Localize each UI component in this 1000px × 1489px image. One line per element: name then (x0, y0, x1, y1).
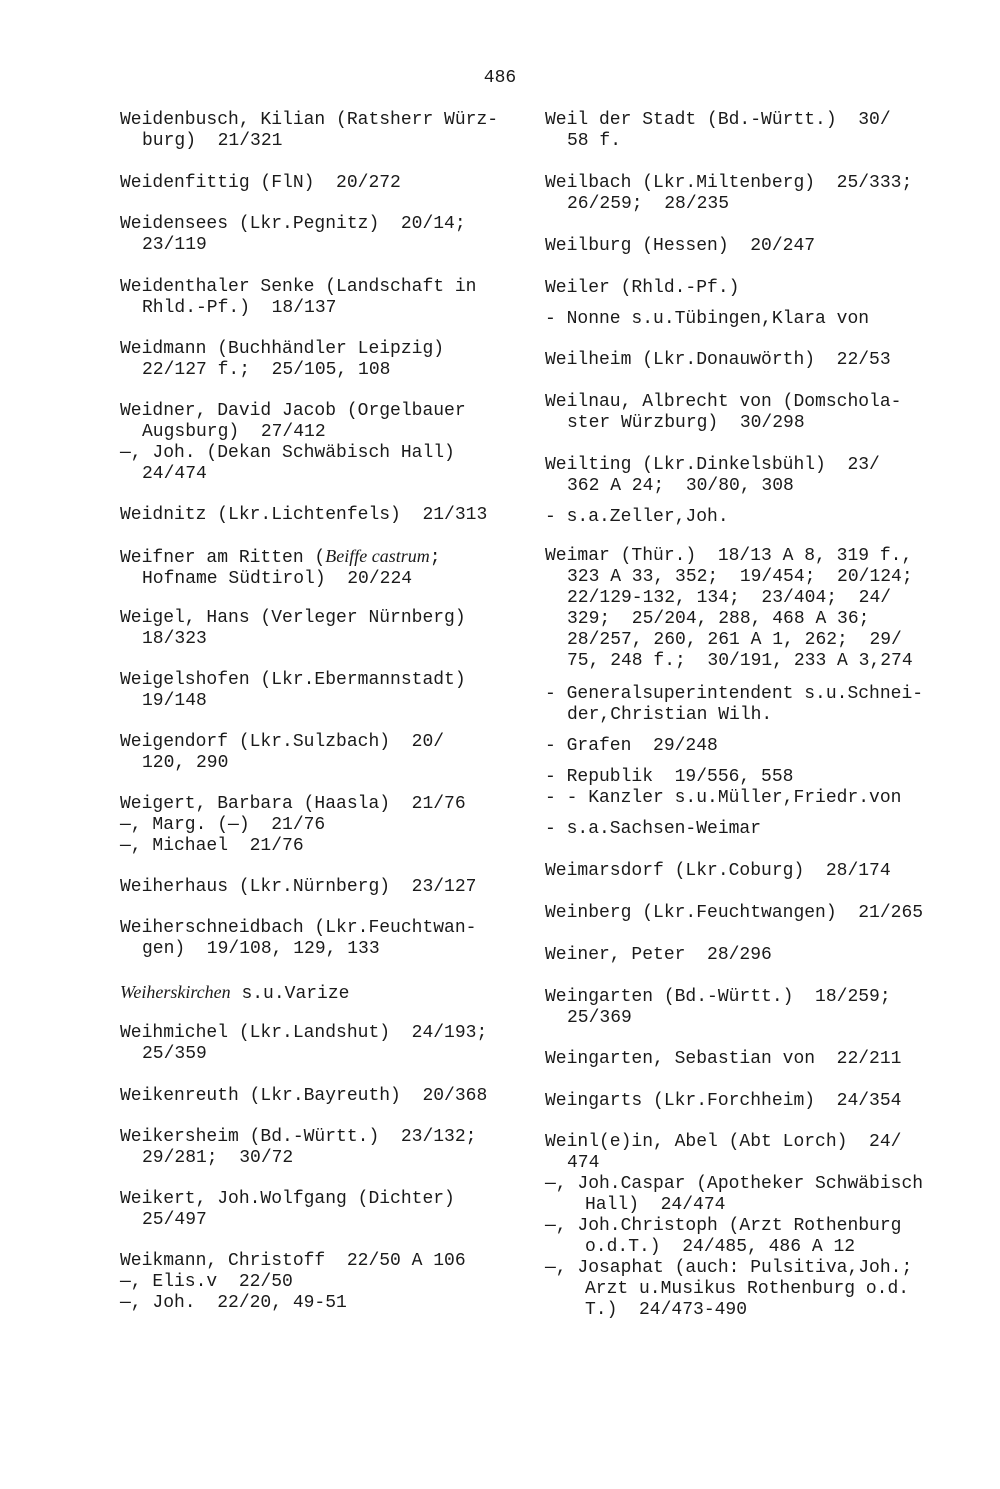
index-entry-line (120, 732, 500, 753)
index-entry-line (120, 546, 500, 569)
entry-text: - Republik 19/556, 558 (545, 767, 794, 787)
entry-text: ; (429, 548, 441, 568)
index-entry (545, 987, 935, 1029)
entry-text: Weigert, Barbara (Haasla) 21/76 (120, 794, 466, 814)
index-entry-line (120, 982, 500, 1005)
entry-text: Weinl(e)in, Abel (Abt Lorch) 24/ (545, 1132, 902, 1152)
entry-text: Weidenbusch, Kilian (Ratsherr Würz- (120, 110, 499, 130)
index-entry (545, 392, 935, 434)
index-entry (120, 110, 500, 152)
entry-text: Weigel, Hans (Verleger Nürnberg) (120, 608, 466, 628)
entry-text: Arzt u.Musikus Rothenburg o.d. (585, 1279, 910, 1299)
entry-text: 58 f. (567, 131, 622, 151)
entry-text: 26/259; 28/235 (567, 194, 730, 214)
index-entry-line (545, 767, 935, 788)
index-entry-line (120, 1251, 500, 1272)
entry-text: Hofname Südtirol) 20/224 (142, 569, 413, 589)
entry-text: 362 A 24; 30/80, 308 (567, 476, 794, 496)
index-entry (120, 1086, 500, 1107)
index-entry-line (545, 945, 935, 966)
index-entry-line (120, 608, 500, 629)
entry-text: Weigelshofen (Lkr.Ebermannstadt) (120, 670, 466, 690)
index-entry-line (120, 918, 500, 939)
entry-text: 22/127 f.; 25/105, 108 (142, 360, 391, 380)
index-entry-line (545, 1132, 935, 1153)
entry-text: Weikenreuth (Lkr.Bayreuth) 20/368 (120, 1086, 488, 1106)
index-entry-line (545, 1237, 935, 1258)
entry-text: Weikert, Joh.Wolfgang (Dichter) (120, 1189, 455, 1209)
index-entry (120, 505, 500, 526)
index-entry-line (120, 939, 500, 960)
index-entry-line (545, 1091, 935, 1112)
entry-text: gen) 19/108, 129, 133 (142, 939, 380, 959)
index-entry-line (545, 413, 935, 434)
index-entry (545, 767, 935, 809)
index-entry-line (545, 1174, 935, 1195)
entry-text: - Nonne s.u.Tübingen,Klara von (545, 309, 870, 329)
entry-italic-text: Weiherskirchen (120, 982, 231, 1002)
entry-text: Weilbach (Lkr.Miltenberg) 25/333; (545, 173, 913, 193)
index-entry-line (545, 1008, 935, 1029)
entry-text: 19/148 (142, 691, 207, 711)
index-entry-line (120, 173, 500, 194)
entry-text: Weikmann, Christoff 22/50 A 106 (120, 1251, 466, 1271)
index-entry-line (545, 455, 935, 476)
entry-text: Weihmichel (Lkr.Landshut) 24/193; (120, 1023, 488, 1043)
index-entry (545, 173, 935, 215)
index-entry-line (545, 736, 935, 757)
index-entry-line (545, 110, 935, 131)
index-entry-line (545, 476, 935, 497)
index-entry-line (120, 339, 500, 360)
index-entry-line (545, 684, 935, 705)
index-entry-line (545, 651, 935, 672)
index-entry-line (120, 753, 500, 774)
index-entry (545, 684, 935, 726)
index-entry (545, 1091, 935, 1112)
index-entry-line (545, 236, 935, 257)
entry-text: —, Joh. (Dekan Schwäbisch Hall) (120, 443, 455, 463)
index-entry (120, 1189, 500, 1231)
entry-text: s.u.Varize (230, 984, 350, 1004)
index-entry-line (545, 546, 935, 567)
entry-text: Weinberg (Lkr.Feuchtwangen) 21/265 (545, 903, 924, 923)
index-entry (120, 670, 500, 712)
entry-text: 23/119 (142, 235, 207, 255)
index-entry-line (545, 392, 935, 413)
entry-text: Weifner am Ritten ( (120, 548, 326, 568)
entry-text: - s.a.Zeller,Joh. (545, 507, 729, 527)
entry-text: —, Elis.v 22/50 (120, 1272, 293, 1292)
entry-text: 28/257, 260, 261 A 1, 262; 29/ (567, 630, 902, 650)
index-entry-line (120, 1044, 500, 1065)
entry-text: Weilting (Lkr.Dinkelsbühl) 23/ (545, 455, 880, 475)
index-entry (545, 903, 935, 924)
entry-text: Weil der Stadt (Bd.-Württ.) 30/ (545, 110, 891, 130)
index-entry-line (545, 173, 935, 194)
index-entry-line (120, 1272, 500, 1293)
index-entry (120, 546, 500, 590)
index-entry-line (545, 1153, 935, 1174)
index-entry-line (120, 360, 500, 381)
entry-text: Augsburg) 27/412 (142, 422, 326, 442)
index-entry-line (545, 309, 935, 330)
entry-text: Weimarsdorf (Lkr.Coburg) 28/174 (545, 861, 891, 881)
index-entry-line (120, 110, 500, 131)
entry-text: Weingarten, Sebastian von 22/211 (545, 1049, 902, 1069)
index-entry-line (120, 1148, 500, 1169)
entry-text: —, Joh.Christoph (Arzt Rothenburg (545, 1216, 902, 1236)
entry-text: —, Marg. (—) 21/76 (120, 815, 326, 835)
index-entry-line (545, 788, 935, 809)
entry-text: Weidner, David Jacob (Orgelbauer (120, 401, 466, 421)
index-entry-line (545, 861, 935, 882)
index-entry (120, 732, 500, 774)
index-entry-line (545, 1300, 935, 1321)
entry-text: Rhld.-Pf.) 18/137 (142, 298, 337, 318)
entry-text: - - Kanzler s.u.Müller,Friedr.von (545, 788, 902, 808)
entry-text: ster Würzburg) 30/298 (567, 413, 805, 433)
index-entry-line (120, 443, 500, 464)
entry-text: Weingarts (Lkr.Forchheim) 24/354 (545, 1091, 902, 1111)
entry-text: Weikersheim (Bd.-Württ.) 23/132; (120, 1127, 477, 1147)
entry-text: Weilburg (Hessen) 20/247 (545, 236, 816, 256)
index-entry (120, 794, 500, 857)
index-entry-line (545, 1279, 935, 1300)
index-entry-line (120, 1127, 500, 1148)
index-entry-line (120, 131, 500, 152)
index-entry (120, 214, 500, 256)
entry-text: Weiner, Peter 28/296 (545, 945, 772, 965)
entry-text: Weidmann (Buchhändler Leipzig) (120, 339, 445, 359)
index-entry (120, 277, 500, 319)
index-entry (120, 608, 500, 650)
entry-text: Weidenthaler Senke (Landschaft in (120, 277, 477, 297)
entry-text: 323 A 33, 352; 19/454; 20/124; (567, 567, 913, 587)
index-entry (545, 278, 935, 299)
entry-text: - Generalsuperintendent s.u.Schnei- (545, 684, 924, 704)
index-entry (545, 1049, 935, 1070)
entry-text: - Grafen 29/248 (545, 736, 718, 756)
index-entry-line (120, 505, 500, 526)
entry-text: —, Joh.Caspar (Apotheker Schwäbisch (545, 1174, 924, 1194)
index-entry-line (120, 877, 500, 898)
entry-text: —, Josaphat (auch: Pulsitiva,Joh.; (545, 1258, 913, 1278)
entry-text: 120, 290 (142, 753, 229, 773)
index-entry-line (120, 815, 500, 836)
index-entry-line (545, 588, 935, 609)
index-entry (545, 861, 935, 882)
entry-text: 75, 248 f.; 30/191, 233 A 3,274 (567, 651, 913, 671)
entry-text: —, Joh. 22/20, 49-51 (120, 1293, 347, 1313)
entry-text: Weilnau, Albrecht von (Domschola- (545, 392, 902, 412)
entry-text: Weiherhaus (Lkr.Nürnberg) 23/127 (120, 877, 477, 897)
index-entry-line (120, 629, 500, 650)
index-entry-line (120, 1293, 500, 1314)
index-entry-line (545, 819, 935, 840)
index-entry (120, 339, 500, 381)
index-entry (120, 1127, 500, 1169)
index-entry (545, 819, 935, 840)
entry-text: 25/497 (142, 1210, 207, 1230)
entry-text: 18/323 (142, 629, 207, 649)
index-entry-line (545, 507, 935, 528)
index-entry (545, 1132, 935, 1321)
entry-text: Weimar (Thür.) 18/13 A 8, 319 f., (545, 546, 913, 566)
index-entry-line (545, 1049, 935, 1070)
index-entry (545, 546, 935, 672)
index-entry (120, 918, 500, 960)
index-entry (545, 110, 935, 152)
entry-text: der,Christian Wilh. (567, 705, 773, 725)
index-entry-line (545, 903, 935, 924)
index-entry-line (120, 670, 500, 691)
index-entry (545, 309, 935, 330)
index-entry-line (545, 1216, 935, 1237)
entry-text: T.) 24/473-490 (585, 1300, 748, 1320)
entry-text: —, Michael 21/76 (120, 836, 304, 856)
index-entry (120, 877, 500, 898)
index-entry (545, 507, 935, 528)
index-entry (120, 1023, 500, 1065)
index-entry (545, 455, 935, 497)
index-entry-line (120, 401, 500, 422)
index-entry-line (120, 1023, 500, 1044)
index-entry-line (120, 214, 500, 235)
entry-text: 329; 25/204, 288, 468 A 36; (567, 609, 870, 629)
entry-text: 25/369 (567, 1008, 632, 1028)
index-entry-line (545, 567, 935, 588)
index-entry-line (120, 1210, 500, 1231)
index-entry-line (120, 235, 500, 256)
entry-text: 474 (567, 1153, 600, 1173)
index-entry-line (120, 794, 500, 815)
index-entry-line (120, 569, 500, 590)
index-entry (120, 401, 500, 485)
index-entry-line (545, 1195, 935, 1216)
entry-text: Weigendorf (Lkr.Sulzbach) 20/ (120, 732, 445, 752)
index-entry-line (545, 987, 935, 1008)
index-entry-line (120, 1086, 500, 1107)
index-entry-line (545, 278, 935, 299)
index-entry-line (545, 705, 935, 726)
index-entry-line (120, 691, 500, 712)
index-entry (120, 1251, 500, 1314)
index-entry-line (545, 350, 935, 371)
entry-text: 25/359 (142, 1044, 207, 1064)
entry-text: 29/281; 30/72 (142, 1148, 294, 1168)
entry-text: Weidnitz (Lkr.Lichtenfels) 21/313 (120, 505, 488, 525)
entry-text: burg) 21/321 (142, 131, 283, 151)
entry-text: Weidenfittig (FlN) 20/272 (120, 173, 401, 193)
entry-text: Hall) 24/474 (585, 1195, 726, 1215)
index-entry (545, 350, 935, 371)
entry-text: 22/129-132, 134; 23/404; 24/ (567, 588, 892, 608)
page-number: 486 (483, 68, 517, 88)
index-entry-line (545, 609, 935, 630)
entry-text: Weiler (Rhld.-Pf.) (545, 278, 740, 298)
entry-text: - s.a.Sachsen-Weimar (545, 819, 762, 839)
index-entry (545, 236, 935, 257)
index-entry (120, 173, 500, 194)
entry-text: o.d.T.) 24/485, 486 A 12 (585, 1237, 856, 1257)
index-entry-line (545, 630, 935, 651)
entry-text: Weiherschneidbach (Lkr.Feuchtwan- (120, 918, 477, 938)
index-entry-line (120, 1189, 500, 1210)
entry-text: 24/474 (142, 464, 207, 484)
index-entry-line (545, 194, 935, 215)
entry-text: Weingarten (Bd.-Württ.) 18/259; (545, 987, 891, 1007)
entry-text: Weidensees (Lkr.Pegnitz) 20/14; (120, 214, 466, 234)
index-entry-line (120, 277, 500, 298)
index-entry-line (120, 422, 500, 443)
index-entry-line (545, 1258, 935, 1279)
index-entry-line (545, 131, 935, 152)
index-entry (545, 736, 935, 757)
index-entry-line (120, 298, 500, 319)
index-entry (545, 945, 935, 966)
index-entry-line (120, 464, 500, 485)
index-entry (120, 982, 500, 1005)
entry-text: Weilheim (Lkr.Donauwörth) 22/53 (545, 350, 891, 370)
index-entry-line (120, 836, 500, 857)
entry-italic-text: Beiffe castrum (325, 546, 430, 566)
